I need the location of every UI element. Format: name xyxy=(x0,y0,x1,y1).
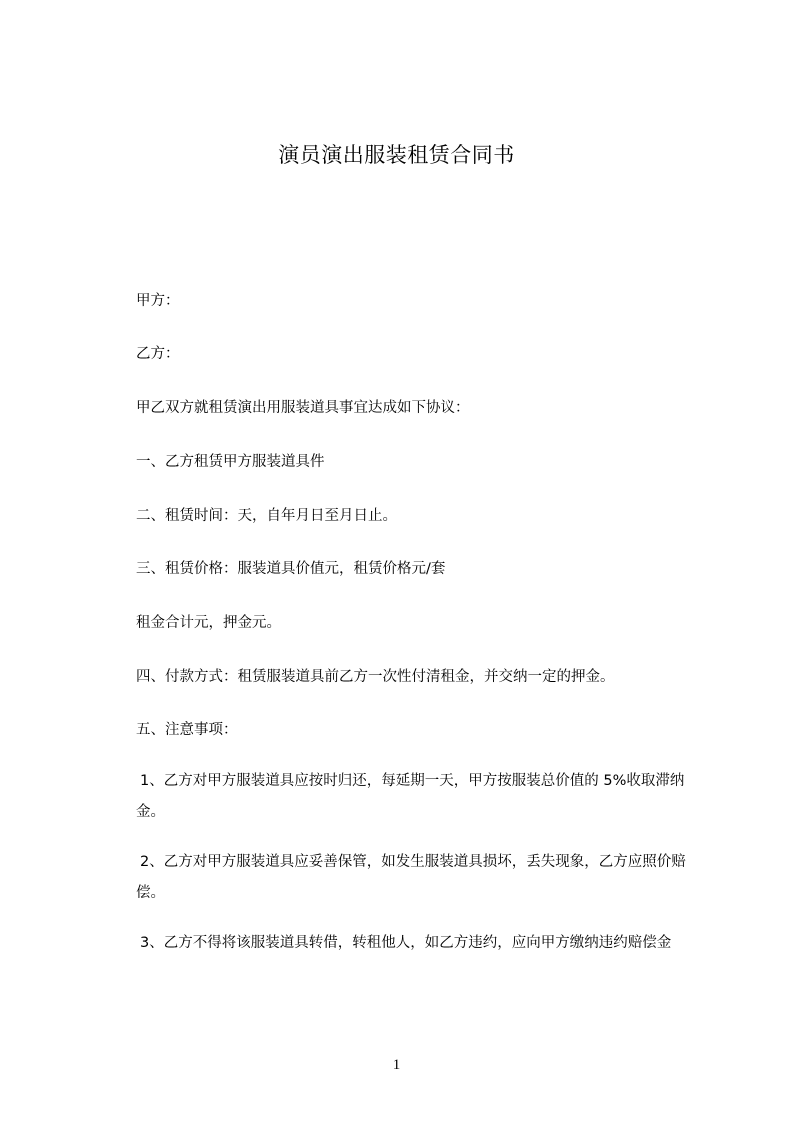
document-title: 演员演出服装租赁合同书 xyxy=(278,143,515,167)
party-b-line: 乙方： xyxy=(136,346,180,362)
clause-line: 三、租赁价格：服装道具价值元，租赁价格元/套 xyxy=(136,561,446,577)
note-text: 乙方对甲方服装道具应妥善保管，如发生服装道具损坏，丢失现象，乙方应照价赔偿。 xyxy=(136,854,686,901)
party-a-line: 甲方： xyxy=(136,293,180,309)
note-number: 2、 xyxy=(140,854,164,870)
clause-line: 二、租赁时间：天，自年月日至月日止。 xyxy=(136,508,397,524)
note-item xyxy=(136,928,711,959)
clause-line: 租金合计元，押金元。 xyxy=(136,615,281,631)
intro-line: 甲乙双方就租赁演出用服装道具事宜达成如下协议： xyxy=(136,400,470,416)
clause-line: 四、付款方式：租赁服装道具前乙方一次性付清租金，并交纳一定的押金。 xyxy=(136,669,615,685)
note-item xyxy=(136,847,711,909)
clause-line: 一、乙方租赁甲方服装道具件 xyxy=(136,454,325,470)
clause-line: 五、注意事项： xyxy=(136,722,238,738)
note-number: 3、 xyxy=(140,935,164,951)
note-item xyxy=(136,766,711,828)
note-text: 乙方不得将该服装道具转借，转租他人，如乙方违约，应向甲方缴纳违约赔偿金 xyxy=(163,935,672,951)
page-number: 1 xyxy=(392,1057,401,1073)
note-text: 乙方对甲方服装道具应按时归还，每延期一天，甲方按服装总价值的 5%收取滞纳金。 xyxy=(136,773,685,820)
note-number: 1、 xyxy=(140,773,164,789)
